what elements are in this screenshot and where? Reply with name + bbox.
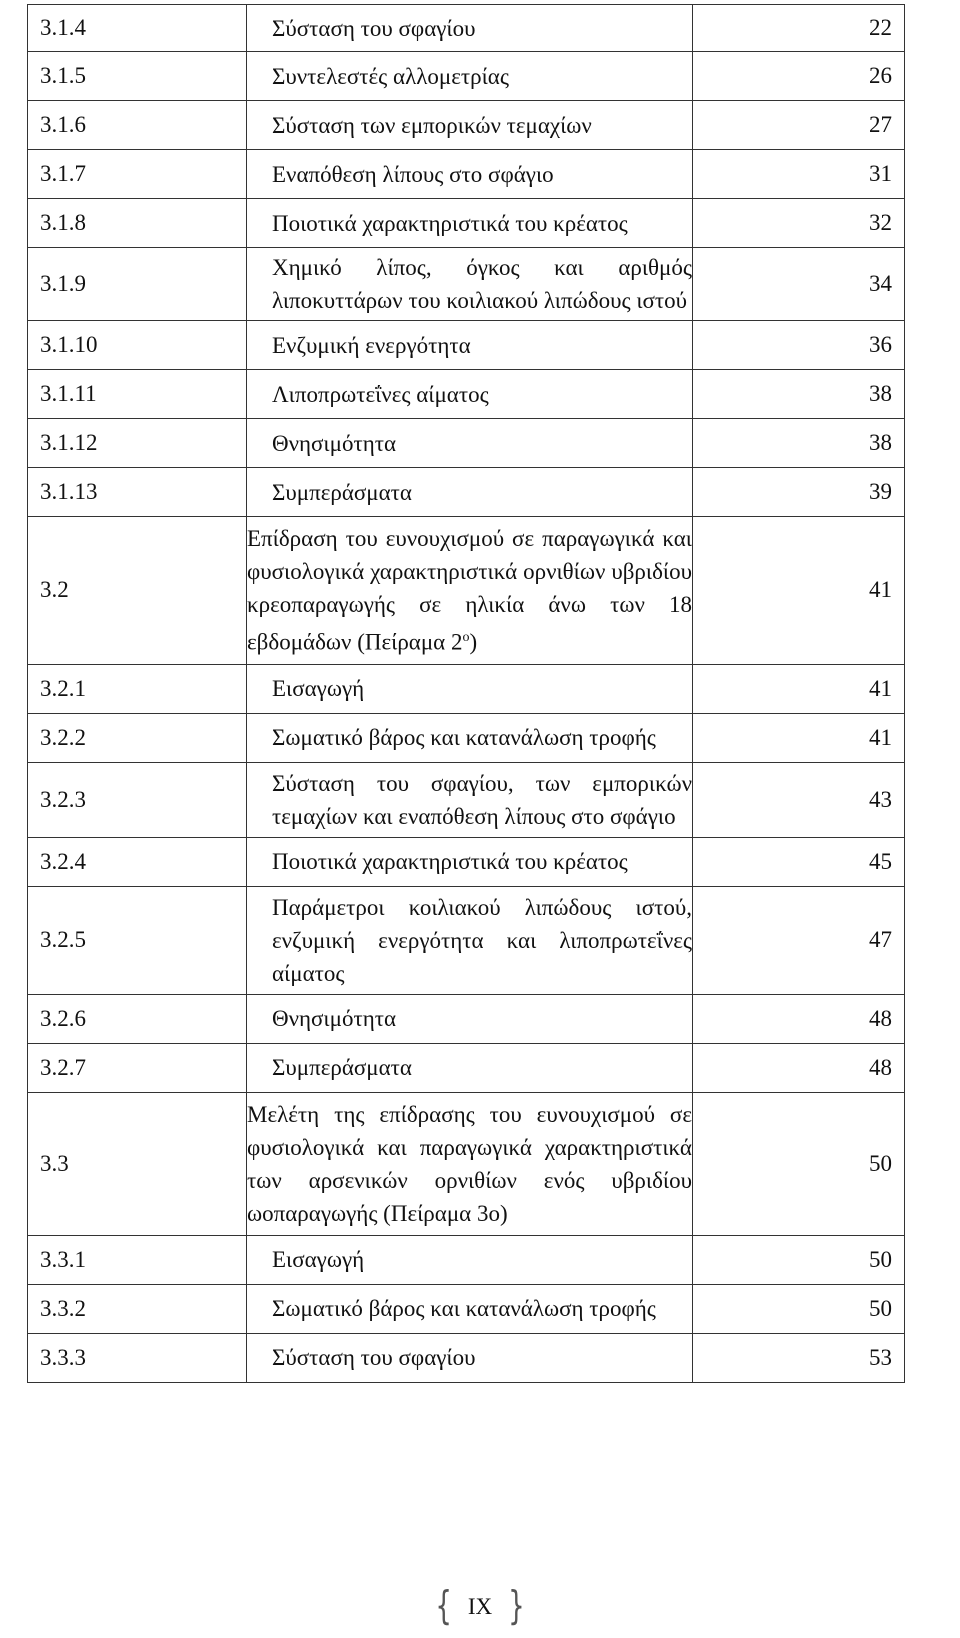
section-title-cell [247, 1043, 693, 1092]
section-number: 3.2 [28, 517, 247, 665]
page-number: 43 [693, 762, 905, 837]
section-title-tail: ) [469, 629, 478, 655]
section-title: Σωματικό βάρος και κατανάλωση τροφής [272, 725, 656, 751]
section-title-cell [247, 101, 693, 150]
toc-row [28, 664, 905, 713]
section-number: 3.2.4 [28, 837, 247, 886]
section-title-cell [247, 994, 693, 1043]
toc-row [28, 52, 905, 101]
section-title: Σύσταση των εμπορικών τεμαχίων [272, 112, 592, 138]
section-title: Εισαγωγή [272, 676, 365, 702]
section-title: Εναπόθεση λίπους στο σφάγιο [272, 161, 554, 187]
toc-row [28, 150, 905, 199]
section-number: 3.2.5 [28, 886, 247, 994]
section-title: Συμπεράσματα [272, 479, 412, 505]
page-number: 22 [693, 5, 905, 52]
section-number: 3.2.3 [28, 762, 247, 837]
section-title-cell [247, 419, 693, 468]
section-title: Ποιοτικά χαρακτηριστικά του κρέατος [272, 849, 628, 875]
page-number: 41 [693, 517, 905, 665]
section-title-cell [247, 1284, 693, 1333]
page-number: 32 [693, 199, 905, 248]
section-title-cell [247, 664, 693, 713]
section-title: Σύσταση του σφαγίου [272, 15, 476, 41]
section-title: Σύσταση του σφαγίου [272, 1345, 476, 1371]
section-number: 3.2.6 [28, 994, 247, 1043]
toc-row [28, 994, 905, 1043]
section-title: Ποιοτικά χαρακτηριστικά του κρέατος [272, 210, 628, 236]
toc-row [28, 419, 905, 468]
section-number: 3.1.10 [28, 321, 247, 370]
section-number: 3.1.5 [28, 52, 247, 101]
toc-row [28, 517, 905, 665]
page-number: 26 [693, 52, 905, 101]
page-number: 27 [693, 101, 905, 150]
page-number: 53 [693, 1333, 905, 1382]
page-footer [0, 1584, 960, 1630]
toc-row [28, 837, 905, 886]
toc-row [28, 248, 905, 321]
section-title-cell [247, 886, 693, 994]
section-number: 3.3.1 [28, 1235, 247, 1284]
section-number: 3.1.13 [28, 468, 247, 517]
section-title: Χημικό λίπος, όγκος και αριθμός λιποκυττάρων του κοιλιακού λιπώδους ιστού [272, 255, 692, 313]
section-title [247, 517, 692, 664]
section-title-cell [247, 517, 693, 665]
toc-row [28, 5, 905, 52]
toc-row [28, 886, 905, 994]
section-title: Μελέτη της επίδρασης του ευνουχισμού σε φυσιολογικά και παραγωγικά χαρακτηριστικά των αρσενικών ορνιθίων ενός υβριδίου ωοπαραγωγής (Πείραμα 3ο) [247, 1101, 692, 1226]
section-title-cell [247, 468, 693, 517]
toc-row [28, 1235, 905, 1284]
section-number: 3.1.4 [28, 5, 247, 52]
section-title-cell [247, 713, 693, 762]
page-number: 38 [693, 419, 905, 468]
table-of-contents [27, 4, 905, 1383]
toc-row [28, 468, 905, 517]
page-number: 48 [693, 1043, 905, 1092]
page-number: 50 [693, 1235, 905, 1284]
section-number: 3.1.12 [28, 419, 247, 468]
section-title-cell [247, 150, 693, 199]
section-title: Θνησιμότητα [272, 430, 397, 456]
section-number: 3.1.9 [28, 248, 247, 321]
section-title: Εισαγωγή [272, 1247, 365, 1273]
page-number: 50 [693, 1284, 905, 1333]
section-title-cell [247, 321, 693, 370]
section-title-cell [247, 199, 693, 248]
section-number: 3.2.1 [28, 664, 247, 713]
toc-row [28, 1092, 905, 1235]
section-number: 3.1.6 [28, 101, 247, 150]
section-title-cell [247, 1092, 693, 1235]
section-number: 3.2.7 [28, 1043, 247, 1092]
page-number: 36 [693, 321, 905, 370]
page-number: 41 [693, 713, 905, 762]
toc-row [28, 1043, 905, 1092]
page-number: 39 [693, 468, 905, 517]
section-title-cell [247, 370, 693, 419]
page-number: 47 [693, 886, 905, 994]
toc-row [28, 1284, 905, 1333]
right-brace-ornament: } [508, 1584, 525, 1630]
section-number: 3.1.7 [28, 150, 247, 199]
section-number: 3.1.8 [28, 199, 247, 248]
page-number: 45 [693, 837, 905, 886]
footer-page-number: IX [467, 1594, 493, 1619]
section-number: 3.1.11 [28, 370, 247, 419]
page-number: 41 [693, 664, 905, 713]
toc-row [28, 370, 905, 419]
section-number: 3.3.3 [28, 1333, 247, 1382]
section-title-cell [247, 1333, 693, 1382]
left-brace-ornament: { [435, 1584, 452, 1630]
toc-row [28, 199, 905, 248]
section-title-cell [247, 5, 693, 52]
toc-row [28, 713, 905, 762]
toc-row [28, 1333, 905, 1382]
page-number: 34 [693, 248, 905, 321]
toc-row [28, 101, 905, 150]
section-title: Θνησιμότητα [272, 1006, 397, 1032]
section-title: Λιποπρωτεΐνες αίματος [272, 381, 489, 407]
toc-row [28, 321, 905, 370]
section-title: Παράμετροι κοιλιακού λιπώδους ιστού, ενζυμική ενεργότητα και λιποπρωτεΐνες αίματος [272, 894, 692, 986]
section-number: 3.3.2 [28, 1284, 247, 1333]
section-title-cell [247, 248, 693, 321]
section-title-cell [247, 1235, 693, 1284]
page-number: 50 [693, 1092, 905, 1235]
section-title: Σωματικό βάρος και κατανάλωση τροφής [272, 1296, 656, 1322]
section-title: Ενζυμική ενεργότητα [272, 332, 471, 358]
section-title-cell [247, 52, 693, 101]
page-number: 38 [693, 370, 905, 419]
section-title-cell [247, 837, 693, 886]
section-title-text: Επίδραση του ευνουχισμού σε παραγωγικά και φυσιολογικά χαρακτηριστικά ορνιθίων υβριδίου κρεοπαραγωγής σε ηλικία άνω των 18 εβδομάδων (Πείραμα 2 [247, 526, 692, 655]
ordinal-superscript: ο [462, 630, 470, 645]
page-number: 48 [693, 994, 905, 1043]
section-title: Σύσταση του σφαγίου, των εμπορικών τεμαχίων και εναπόθεση λίπους στο σφάγιο [272, 770, 692, 829]
section-title: Συμπεράσματα [272, 1055, 412, 1081]
section-number: 3.2.2 [28, 713, 247, 762]
section-title: Συντελεστές αλλομετρίας [272, 63, 509, 89]
toc-row [28, 762, 905, 837]
section-title-cell [247, 762, 693, 837]
section-number: 3.3 [28, 1092, 247, 1235]
page-number: 31 [693, 150, 905, 199]
